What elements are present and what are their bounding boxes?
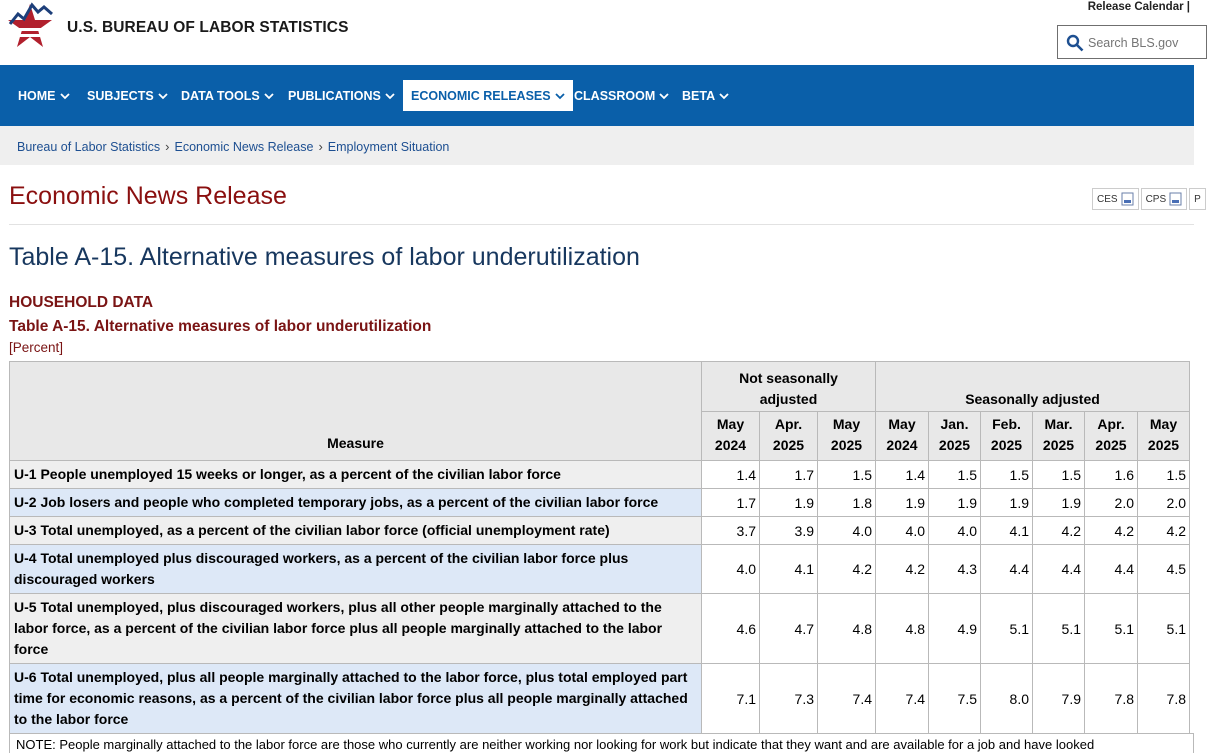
row-label: U-6 Total unemployed, plus all people marginally attached to the labor force, plus total employed part time for economic reasons, as a percent of the civilian labor force plus all people marginally attached to the labor force (10, 664, 702, 734)
table-body (10, 461, 1190, 734)
badge-label: P (1194, 193, 1201, 205)
table-cell: 4.2 (1033, 517, 1085, 545)
period-year: 2024 (714, 437, 747, 453)
table-cell: 5.1 (981, 594, 1033, 664)
site-title[interactable]: U.S. BUREAU OF LABOR STATISTICS (67, 19, 349, 36)
chevron-down-icon (719, 91, 729, 101)
table-cell: 1.5 (1033, 461, 1085, 489)
table-cell: 4.3 (929, 545, 981, 594)
nav-label: DATA TOOLS (181, 88, 260, 103)
table-cell: 4.4 (981, 545, 1033, 594)
table-cell: 7.4 (876, 664, 929, 734)
badge-label: CPS (1145, 193, 1167, 205)
nav-label: PUBLICATIONS (288, 88, 381, 103)
nav-label: HOME (18, 88, 56, 103)
table-row (10, 664, 1190, 734)
nav-data-tools[interactable] (173, 80, 282, 111)
nav-home[interactable] (10, 80, 78, 111)
nav-beta[interactable] (674, 80, 737, 111)
table-cell: 1.8 (818, 489, 876, 517)
period-year: 2025 (1042, 437, 1075, 453)
table-row (10, 489, 1190, 517)
nav-label: ECONOMIC RELEASES (411, 88, 551, 103)
release-format-links (1092, 188, 1208, 210)
table-row (10, 517, 1190, 545)
breadcrumb-separator-icon: › (318, 139, 323, 154)
group-header-seasonally-adjusted: Seasonally adjusted (876, 362, 1190, 412)
row-label: U-5 Total unemployed, plus discouraged workers, plus all other people marginally attached to the labor force, as a percent of the civilian labor force plus all people marginally attached to the labor force (10, 594, 702, 664)
nav-subjects[interactable] (79, 80, 176, 111)
period-year: 2025 (830, 437, 863, 453)
table-cell: 1.9 (876, 489, 929, 517)
period-year: 2025 (1147, 437, 1180, 453)
document-icon (1121, 192, 1134, 206)
breadcrumb-link-news-release[interactable]: Economic News Release (174, 139, 314, 154)
bls-logo[interactable] (4, 0, 56, 56)
table-cell: 4.2 (876, 545, 929, 594)
table-title: Table A-15. Alternative measures of labor underutilization (9, 318, 432, 335)
chevron-down-icon (555, 91, 565, 101)
row-label: U-2 Job losers and people who completed temporary jobs, as a percent of the civilian labor force (10, 489, 702, 517)
period-month: May (888, 416, 916, 432)
period-month: May (1149, 416, 1178, 432)
table-cell: 5.1 (1033, 594, 1085, 664)
divider (9, 224, 1194, 225)
table-cell: 1.5 (981, 461, 1033, 489)
column-header-period (1138, 412, 1190, 461)
site-header (0, 0, 1194, 65)
period-month: May (832, 416, 861, 432)
column-header-period (876, 412, 929, 461)
table-cell: 1.6 (1085, 461, 1138, 489)
table-cell: 4.4 (1085, 545, 1138, 594)
table-cell: 7.8 (1138, 664, 1190, 734)
row-label: U-1 People unemployed 15 weeks or longer, as a percent of the civilian labor force (10, 461, 702, 489)
search-input[interactable] (1088, 34, 1198, 52)
table-cell: 4.1 (981, 517, 1033, 545)
table-cell: 7.1 (702, 664, 760, 734)
table-cell: 4.6 (702, 594, 760, 664)
table-cell: 1.4 (702, 461, 760, 489)
nav-classroom[interactable] (566, 80, 677, 111)
table-cell: 4.4 (1033, 545, 1085, 594)
table-row (10, 545, 1190, 594)
table-cell: 1.4 (876, 461, 929, 489)
column-header-period (981, 412, 1033, 461)
row-label: U-3 Total unemployed, as a percent of the civilian labor force (official unemployment rate) (10, 517, 702, 545)
period-month: Apr. (774, 416, 803, 432)
table-cell: 1.7 (702, 489, 760, 517)
table-cell: 4.1 (760, 545, 818, 594)
search-icon[interactable] (1066, 34, 1084, 52)
table-cell: 4.2 (818, 545, 876, 594)
table-cell: 4.0 (929, 517, 981, 545)
table-cell: 1.5 (818, 461, 876, 489)
ces-pdf-link[interactable] (1092, 188, 1139, 210)
cps-pdf-link[interactable] (1141, 188, 1188, 210)
data-table (9, 361, 1190, 734)
table-cell: 4.0 (702, 545, 760, 594)
period-year: 2025 (772, 437, 805, 453)
column-header-period (760, 412, 818, 461)
chevron-down-icon (659, 91, 669, 101)
household-data-label: HOUSEHOLD DATA (9, 294, 154, 311)
table-cell: 2.0 (1085, 489, 1138, 517)
nav-label: SUBJECTS (87, 88, 154, 103)
breadcrumb-link-employment-situation[interactable]: Employment Situation (327, 139, 450, 154)
unit-label: [Percent] (9, 340, 64, 355)
table-cell: 1.7 (760, 461, 818, 489)
table-cell: 7.5 (929, 664, 981, 734)
main-nav (0, 65, 1194, 126)
table-cell: 4.0 (876, 517, 929, 545)
table-row (10, 461, 1190, 489)
search-box[interactable] (1057, 25, 1207, 59)
chevron-down-icon (60, 91, 70, 101)
table-cell: 4.8 (818, 594, 876, 664)
breadcrumb-link-bls[interactable]: Bureau of Labor Statistics (17, 139, 161, 154)
table-cell: 1.9 (929, 489, 981, 517)
table-cell: 4.2 (1138, 517, 1190, 545)
table-cell: 1.9 (981, 489, 1033, 517)
table-cell: 7.3 (760, 664, 818, 734)
table-cell: 2.0 (1138, 489, 1190, 517)
period-year: 2024 (886, 437, 918, 453)
release-calendar-link[interactable]: Release Calendar | (1087, 1, 1190, 13)
table-cell: 3.9 (760, 517, 818, 545)
table-cell: 4.8 (876, 594, 929, 664)
breadcrumb (17, 139, 449, 154)
period-month: Mar. (1044, 416, 1073, 432)
period-year: 2025 (1095, 437, 1127, 453)
period-month: Jan. (940, 416, 969, 432)
table-cell: 1.9 (760, 489, 818, 517)
column-header-period (818, 412, 876, 461)
breadcrumb-bar (0, 126, 1194, 165)
table-cell: 8.0 (981, 664, 1033, 734)
chevron-down-icon (158, 91, 168, 101)
table-cell: 4.5 (1138, 545, 1190, 594)
period-year: 2025 (938, 437, 971, 453)
table-cell: 1.5 (1138, 461, 1190, 489)
table-cell: 4.2 (1085, 517, 1138, 545)
group-header-not-seasonally-adjusted: Not seasonally adjusted (702, 362, 876, 412)
nav-economic-releases[interactable] (403, 80, 573, 111)
column-header-period (929, 412, 981, 461)
document-icon (1169, 192, 1182, 206)
breadcrumb-separator-icon: › (165, 139, 170, 154)
chevron-down-icon (264, 91, 274, 101)
nav-label: BETA (682, 88, 716, 103)
period-month: May (716, 416, 745, 432)
p-pdf-link[interactable] (1189, 188, 1206, 210)
column-header-period (702, 412, 760, 461)
table-row (10, 594, 1190, 664)
period-year: 2025 (990, 437, 1023, 453)
table-note: NOTE: People marginally attached to the labor force are those who currently are neither working nor looking for work but indicate that they want and are available for a job and have looked (9, 733, 1194, 753)
nav-publications[interactable] (280, 80, 403, 111)
table-cell: 5.1 (1138, 594, 1190, 664)
column-header-period (1033, 412, 1085, 461)
badge-label: CES (1097, 193, 1118, 205)
table-cell: 7.8 (1085, 664, 1138, 734)
table-heading: Table A-15. Alternative measures of labor underutilization (9, 243, 640, 271)
period-month: Apr. (1097, 416, 1125, 432)
table-cell: 1.9 (1033, 489, 1085, 517)
column-header-period (1085, 412, 1138, 461)
chevron-down-icon (385, 91, 395, 101)
table-cell: 4.0 (818, 517, 876, 545)
table-cell: 7.9 (1033, 664, 1085, 734)
nav-label: CLASSROOM (574, 88, 656, 103)
table-cell: 3.7 (702, 517, 760, 545)
table-cell: 1.5 (929, 461, 981, 489)
page-title: Economic News Release (9, 182, 287, 210)
row-label: U-4 Total unemployed plus discouraged workers, as a percent of the civilian labor force plus discouraged workers (10, 545, 702, 594)
table-cell: 4.9 (929, 594, 981, 664)
table-cell: 7.4 (818, 664, 876, 734)
table-cell: 4.7 (760, 594, 818, 664)
table-cell: 5.1 (1085, 594, 1138, 664)
period-month: Feb. (992, 416, 1021, 432)
column-header-measure: Measure (10, 362, 702, 461)
